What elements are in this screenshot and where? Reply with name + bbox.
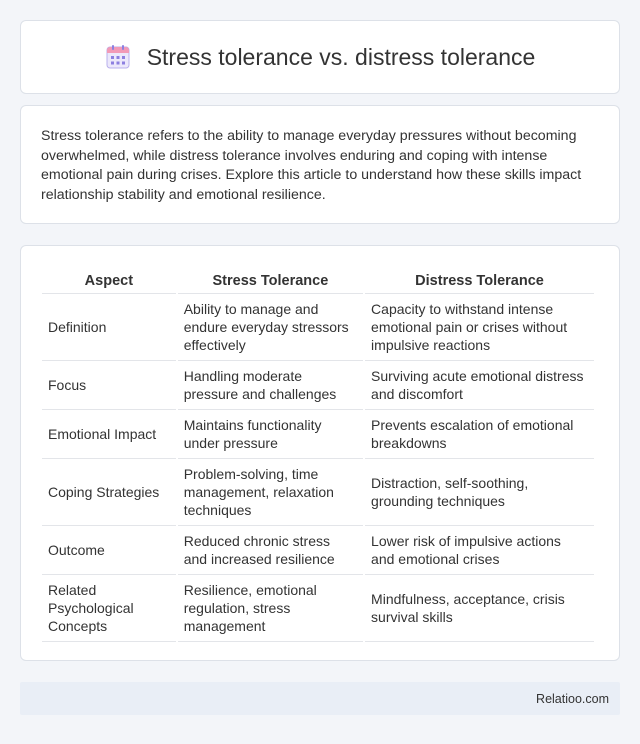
row-distress: Capacity to withstand intense emotional pain or crises without impulsive reactions [365,294,594,361]
table-row [42,575,594,642]
row-aspect: Outcome [42,526,176,575]
header-distress-tolerance: Distress Tolerance [365,265,594,294]
row-stress: Ability to manage and endure everyday stressors effectively [178,294,363,361]
table-row [42,294,594,361]
row-distress: Prevents escalation of emotional breakdowns [365,410,594,459]
header-aspect: Aspect [42,265,176,294]
table-row [42,526,594,575]
footer [20,682,620,715]
calendar-icon [105,44,131,70]
table-row [42,459,594,526]
footer-brand: Relatioo.com [536,691,609,706]
row-aspect: Coping Strategies [42,459,176,526]
page-title: Stress tolerance vs. distress tolerance [146,43,536,70]
table-row [42,361,594,410]
intro-paragraph: Stress tolerance refers to the ability to manage everyday pressures without becoming overwhelmed, while distress tolerance involves enduring and coping with intense emotional pain during crises. Explore this article to understand how these skills impact relationship stability and emotional resilience. [41,128,582,203]
row-distress: Mindfulness, acceptance, crisis survival skills [365,575,594,642]
row-distress: Lower risk of impulsive actions and emotional crises [365,526,594,575]
row-stress: Maintains functionality under pressure [178,410,363,459]
row-aspect: Emotional Impact [42,410,176,459]
row-aspect: Related Psychological Concepts [42,575,176,642]
row-stress: Problem-solving, time management, relaxation techniques [178,459,363,526]
row-stress: Reduced chronic stress and increased resilience [178,526,363,575]
row-stress: Handling moderate pressure and challenges [178,361,363,410]
comparison-table [40,265,596,642]
row-aspect: Definition [42,294,176,361]
row-stress: Resilience, emotional regulation, stress management [178,575,363,642]
comparison-card [20,245,620,661]
title-card [20,20,620,94]
header-stress-tolerance: Stress Tolerance [178,265,363,294]
table-row [42,410,594,459]
row-distress: Distraction, self-soothing, grounding techniques [365,459,594,526]
table-header-row [42,265,594,294]
row-distress: Surviving acute emotional distress and discomfort [365,361,594,410]
row-aspect: Focus [42,361,176,410]
intro-card [20,105,620,224]
